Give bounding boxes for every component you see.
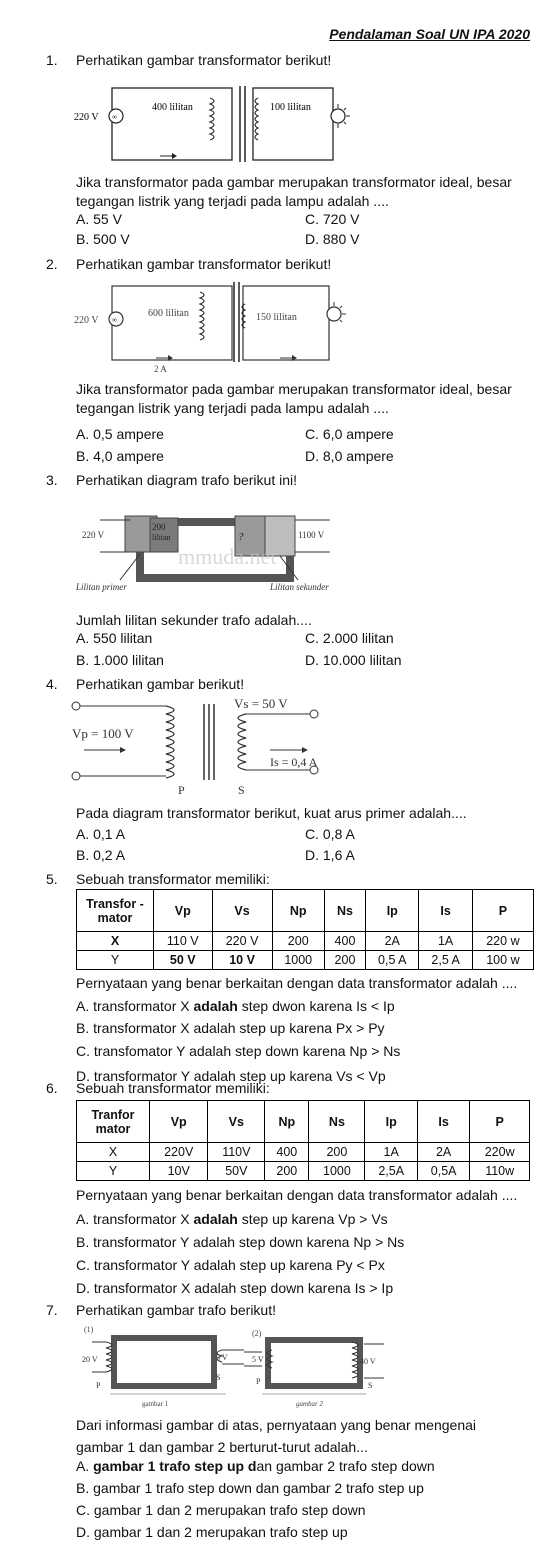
q2-number: 2. <box>46 256 58 272</box>
q4-vp-label: Vp = 100 V <box>72 726 134 741</box>
q7-option-a[interactable]: A. gambar 1 trafo step up dan gambar 2 trafo step down <box>76 1458 435 1474</box>
q7-fig2-s: S <box>368 1381 373 1390</box>
q5-header: Np <box>272 890 324 932</box>
q5-data-table <box>76 889 534 970</box>
q4-option-c[interactable]: C. 0,8 A <box>305 826 355 842</box>
q2-option-c[interactable]: C. 6,0 ampere <box>305 426 394 442</box>
q5-header: Vp <box>154 890 213 932</box>
q6-header: Tranfor mator <box>77 1101 150 1143</box>
q6-data-table <box>76 1100 530 1181</box>
table-row: Y 50 V 10 V 1000 200 0,5 A 2,5 A 100 w <box>77 951 534 970</box>
q6-text: Pernyataan yang benar berkaitan dengan data transformator adalah .... <box>76 1187 518 1203</box>
q3-secondary-coil-label: Lilitan sekunder <box>270 582 329 592</box>
q5-text: Pernyataan yang benar berkaitan dengan data transformator adalah .... <box>76 975 518 991</box>
q1-option-b[interactable]: B. 500 V <box>76 231 130 247</box>
svg-text:∞: ∞ <box>112 316 117 324</box>
q1-text-line1: Jika transformator pada gambar merupakan transformator ideal, besar <box>76 174 512 190</box>
q3-number: 3. <box>46 472 58 488</box>
q7-fig1-vin: 20 V <box>82 1355 98 1364</box>
q7-number: 7. <box>46 1302 58 1318</box>
q4-is-label: Is = 0,4 A <box>270 755 318 769</box>
q5-option-c[interactable]: C. transfomator Y adalah step down karena Np > Ns <box>76 1043 401 1059</box>
q6-option-a[interactable]: A. transformator X adalah step up karena Vp > Vs <box>76 1211 388 1227</box>
q2-option-a[interactable]: A. 0,5 ampere <box>76 426 164 442</box>
q7-option-d[interactable]: D. gambar 1 dan 2 merupakan trafo step up <box>76 1524 348 1540</box>
q1-number: 1. <box>46 52 58 68</box>
q6-header: Vs <box>208 1101 265 1143</box>
q3-text: Jumlah lilitan sekunder trafo adalah.... <box>76 612 312 628</box>
q7-fig2-vout: 40 V <box>360 1357 376 1366</box>
q2-text-line1: Jika transformator pada gambar merupakan transformator ideal, besar <box>76 381 512 397</box>
watermark: mmuda.net <box>178 544 277 569</box>
q7-fig1-s: S <box>216 1373 221 1382</box>
q1-secondary-label: 100 lilitan <box>270 102 311 113</box>
q6-option-c[interactable]: C. transformator Y adalah step up karena Py < Px <box>76 1257 385 1273</box>
q7-transformer-figures <box>76 1322 396 1414</box>
q7-fig1-p: P <box>96 1381 101 1390</box>
q2-transformer-figure <box>70 276 390 376</box>
q2-lamp-icon <box>327 307 341 321</box>
q7-option-b[interactable]: B. gambar 1 trafo step down dan gambar 2 trafo step up <box>76 1480 424 1496</box>
q7-text-line2: gambar 1 dan gambar 2 berturut-turut adalah... <box>76 1439 368 1455</box>
q5-option-b[interactable]: B. transformator X adalah step up karena Px > Py <box>76 1020 385 1036</box>
q4-option-b[interactable]: B. 0,2 A <box>76 847 126 863</box>
q7-fig2-caption: gambar 2 <box>296 1400 324 1408</box>
table-row: X 220V 110V 400 200 1A 2A 220w <box>77 1143 530 1162</box>
q3-vin-label: 220 V <box>82 530 105 540</box>
q2-option-b[interactable]: B. 4,0 ampere <box>76 448 164 464</box>
q5-option-a[interactable]: A. transformator X adalah step dwon karena Is < Ip <box>76 998 395 1014</box>
q1-option-a[interactable]: A. 55 V <box>76 211 122 227</box>
q7-fig1-vout: 5 V <box>216 1353 228 1362</box>
q7-fig1-caption: gambar 1 <box>142 1400 169 1408</box>
q1-primary-label: 400 lilitan <box>152 102 193 113</box>
q1-text-line2: tegangan listrik yang terjadi pada lampu adalah .... <box>76 193 389 209</box>
table-row: Y 10V 50V 200 1000 2,5A 0,5A 110w <box>77 1162 530 1181</box>
q5-header: Transfor - mator <box>77 890 154 932</box>
q2-prompt: Perhatikan gambar transformator berikut! <box>76 256 332 272</box>
q1-prompt: Perhatikan gambar transformator berikut! <box>76 52 332 68</box>
q2-current-label: 2 A <box>154 364 167 374</box>
q3-unknown-label: ? <box>238 531 244 543</box>
q4-option-a[interactable]: A. 0,1 A <box>76 826 126 842</box>
q3-option-a[interactable]: A. 550 lilitan <box>76 630 153 646</box>
q3-option-d[interactable]: D. 10.000 lilitan <box>305 652 402 668</box>
q2-secondary-label: 150 lilitan <box>256 312 297 323</box>
q4-p-label: P <box>178 783 185 797</box>
q6-prompt: Sebuah transformator memiliki: <box>76 1080 270 1096</box>
q4-transformer-figure <box>70 694 390 800</box>
page-header: Pendalaman Soal UN IPA 2020 <box>329 26 530 42</box>
q5-option-d[interactable]: D. transformator Y adalah step up karena Vs < Vp <box>76 1068 386 1084</box>
q4-prompt: Perhatikan gambar berikut! <box>76 676 245 692</box>
q6-option-b[interactable]: B. transformator Y adalah step down karena Np > Ns <box>76 1234 405 1250</box>
q5-header: Is <box>419 890 472 932</box>
q5-prompt: Sebuah transformator memiliki: <box>76 871 270 887</box>
q4-vs-label: Vs = 50 V <box>234 696 288 711</box>
q3-turns-label: 200 <box>152 522 166 532</box>
q5-header: Ip <box>366 890 419 932</box>
q1-option-c[interactable]: C. 720 V <box>305 211 360 227</box>
q4-s-label: S <box>238 783 245 797</box>
q3-primary-coil-label: Lilitan primer <box>76 582 127 592</box>
svg-text:lilitan: lilitan <box>152 533 171 542</box>
q5-header: Ns <box>324 890 365 932</box>
q7-fig2-vin: 5 V <box>252 1355 264 1364</box>
q6-option-d[interactable]: D. transformator X adalah step down karena Is > Ip <box>76 1280 394 1296</box>
q5-header: Vs <box>212 890 272 932</box>
q6-header: P <box>470 1101 530 1143</box>
q3-option-c[interactable]: C. 2.000 lilitan <box>305 630 394 646</box>
q1-transformer-figure <box>70 80 390 170</box>
q7-option-c[interactable]: C. gambar 1 dan 2 merupakan trafo step down <box>76 1502 366 1518</box>
q2-source-label: 220 V <box>74 315 99 326</box>
q6-header: Vp <box>150 1101 208 1143</box>
q7-fig2-p: P <box>256 1377 261 1386</box>
q6-header: Is <box>417 1101 469 1143</box>
q1-option-d[interactable]: D. 880 V <box>305 231 360 247</box>
q1-source-label: 220 V <box>74 112 99 123</box>
q4-text: Pada diagram transformator berikut, kuat arus primer adalah.... <box>76 805 467 821</box>
q6-header: Np <box>265 1101 309 1143</box>
q3-vout-label: 1100 V <box>298 530 325 540</box>
q7-fig2-tag: (2) <box>252 1329 262 1338</box>
svg-text:∞: ∞ <box>112 113 117 121</box>
table-row: X 110 V 220 V 200 400 2A 1A 220 w <box>77 932 534 951</box>
q1-lamp-icon <box>331 109 345 123</box>
q6-header: Ip <box>365 1101 417 1143</box>
q5-number: 5. <box>46 871 58 887</box>
q6-number: 6. <box>46 1080 58 1096</box>
q2-option-d[interactable]: D. 8,0 ampere <box>305 448 394 464</box>
q7-fig1-tag: (1) <box>84 1325 94 1334</box>
q4-number: 4. <box>46 676 58 692</box>
q3-transformer-diagram <box>70 510 370 600</box>
q4-option-d[interactable]: D. 1,6 A <box>305 847 355 863</box>
q2-text-line2: tegangan listrik yang terjadi pada lampu adalah .... <box>76 400 389 416</box>
q7-text-line1: Dari informasi gambar di atas, pernyataan yang benar mengenai <box>76 1417 477 1433</box>
q6-header: Ns <box>309 1101 365 1143</box>
q5-header: P <box>472 890 533 932</box>
q3-option-b[interactable]: B. 1.000 lilitan <box>76 652 164 668</box>
q3-prompt: Perhatikan diagram trafo berikut ini! <box>76 472 297 488</box>
q2-primary-label: 600 lilitan <box>148 308 189 319</box>
q7-prompt: Perhatikan gambar trafo berikut! <box>76 1302 276 1318</box>
